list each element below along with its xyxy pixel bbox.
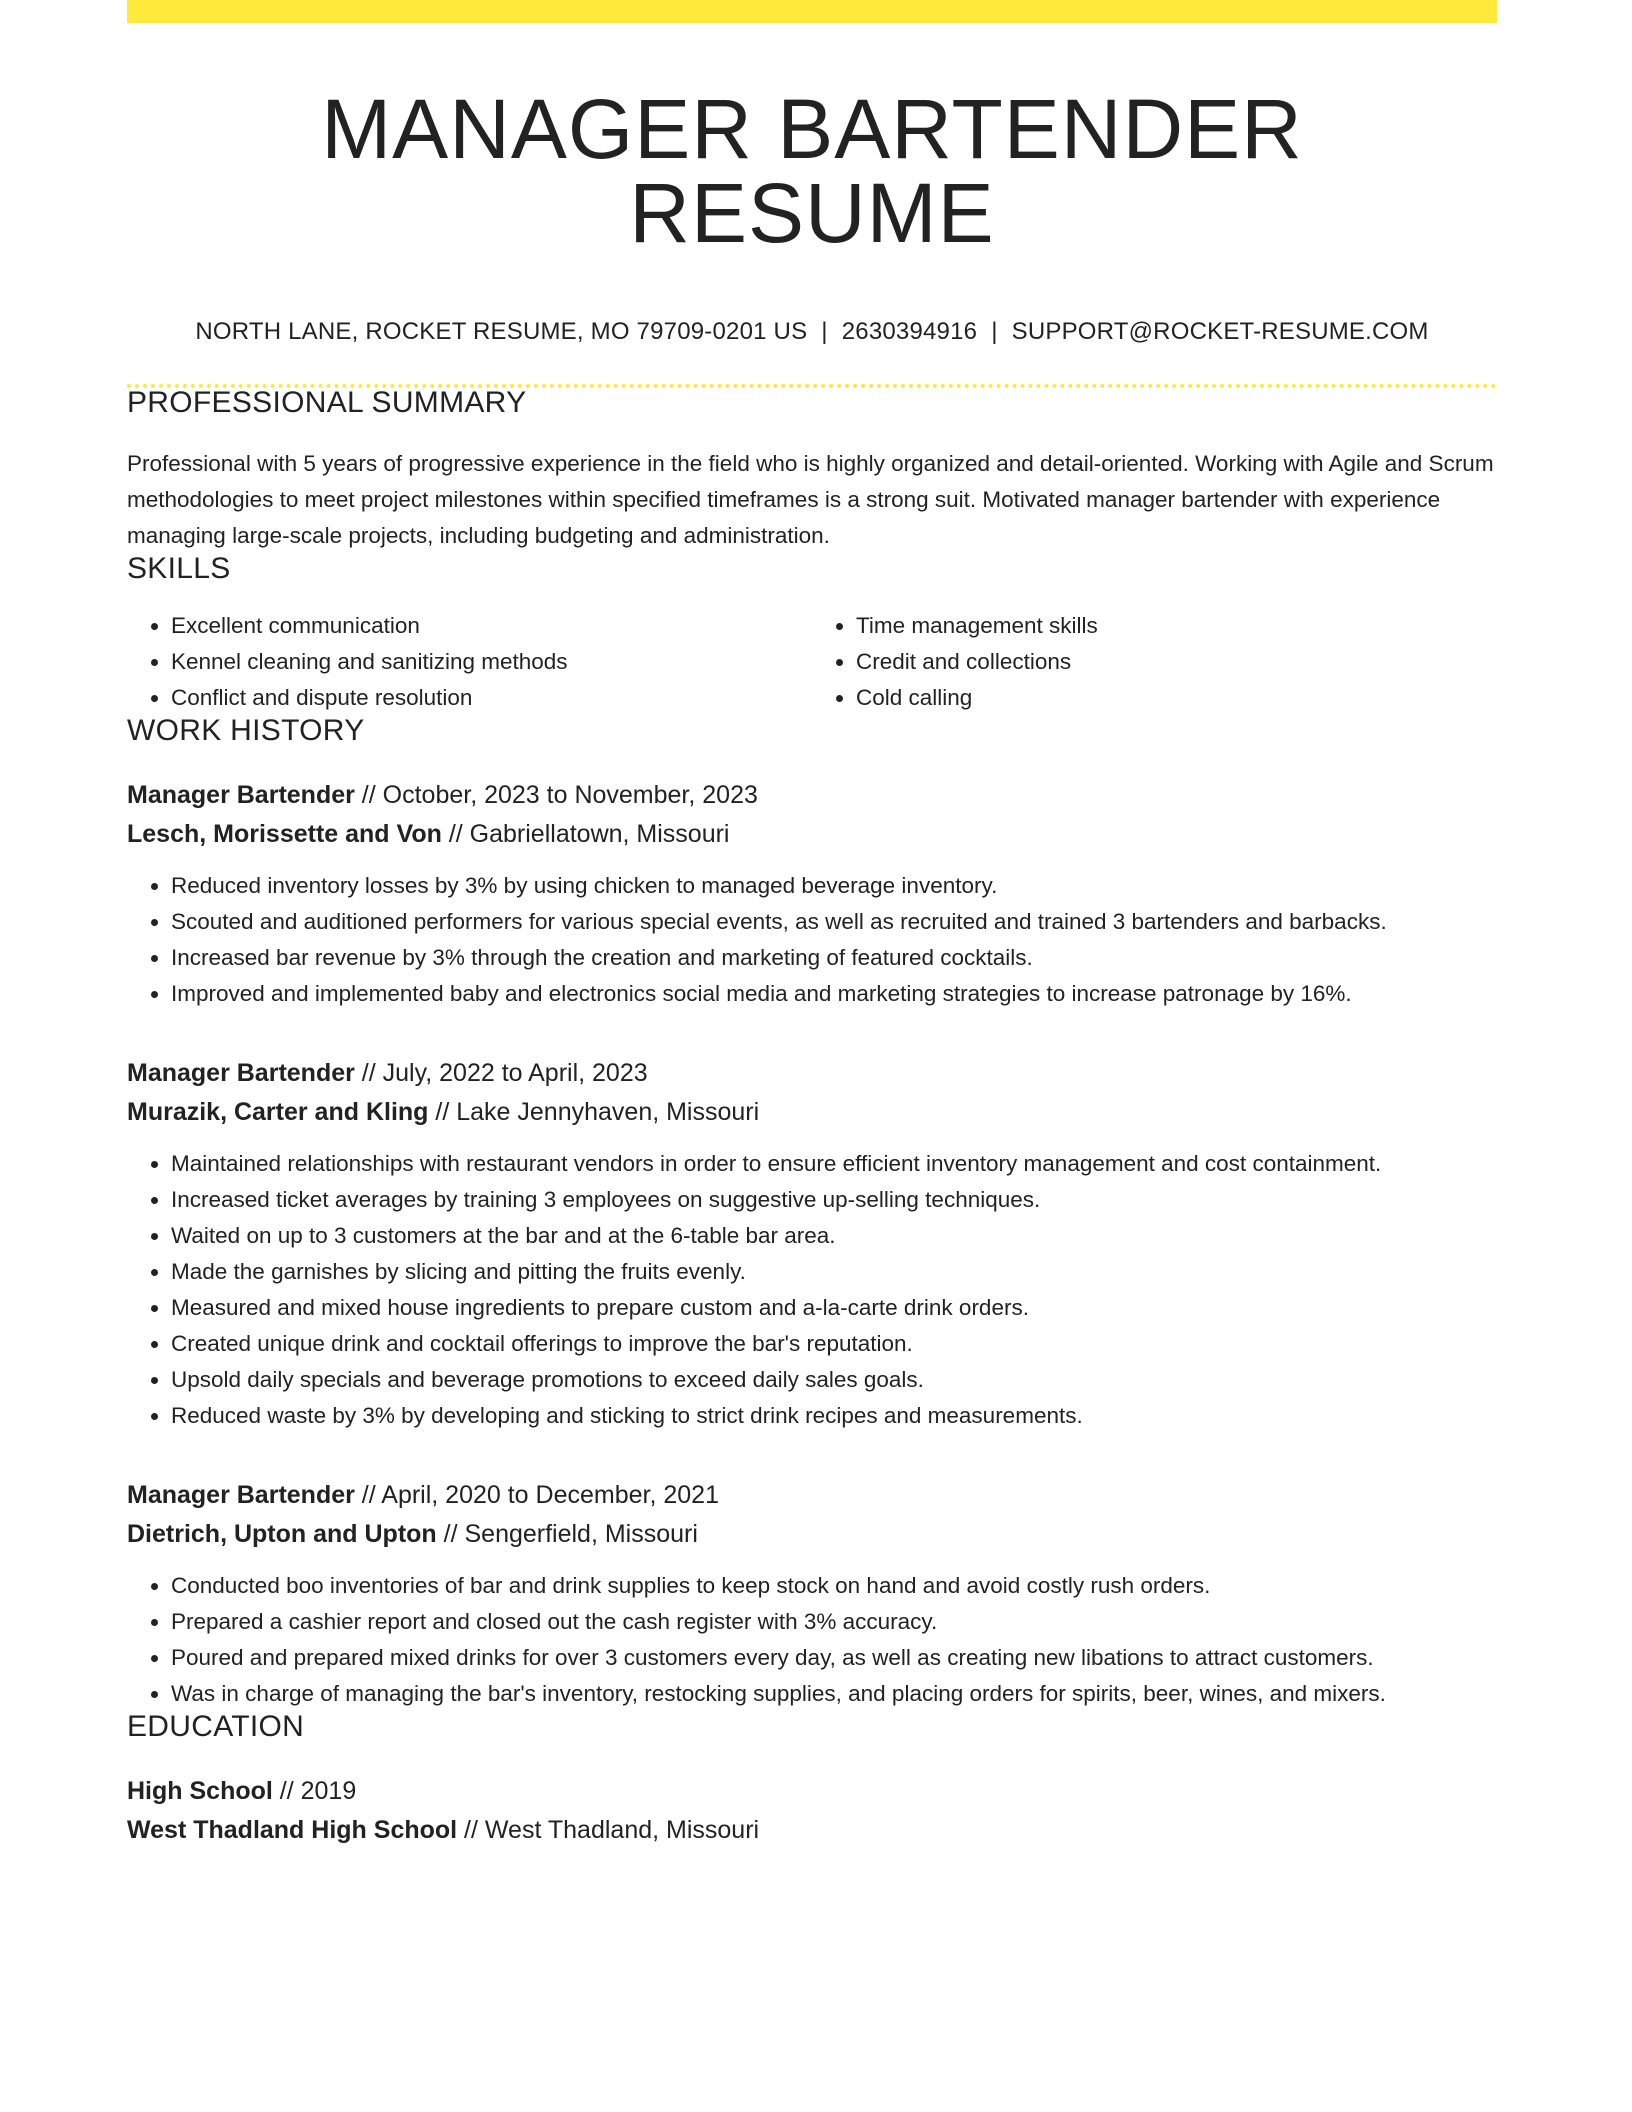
job-title: Manager Bartender	[127, 1059, 355, 1087]
education-location: // West Thadland, Missouri	[457, 1816, 760, 1844]
skills-column-left	[127, 608, 812, 716]
skill-item: • Conflict and dispute resolution	[171, 680, 812, 716]
job-bullet: • Conducted boo inventories of bar and drink supplies to keep stock on hand and avoid costly rush orders.	[171, 1568, 1497, 1604]
job-location: // Gabriellatown, Missouri	[441, 820, 730, 848]
job-title: Manager Bartender	[127, 1481, 355, 1509]
job-title-line	[127, 776, 1497, 815]
education-school-line	[127, 1811, 1497, 1850]
contact-separator: |	[991, 318, 998, 345]
job-title: Manager Bartender	[127, 781, 355, 809]
education-school: West Thadland High School	[127, 1816, 458, 1844]
job-bullet: • Improved and implemented baby and electronics social media and marketing strategies to increase patronage by 16%.	[171, 976, 1497, 1012]
job-dates: // July, 2022 to April, 2023	[354, 1059, 648, 1087]
job-dates: // April, 2020 to December, 2021	[354, 1481, 719, 1509]
job-location: // Sengerfield, Missouri	[436, 1520, 698, 1548]
job-company-line	[127, 815, 1497, 854]
skill-item: • Kennel cleaning and sanitizing methods	[171, 644, 812, 680]
contact-line	[127, 318, 1497, 346]
job-dates: // October, 2023 to November, 2023	[354, 781, 758, 809]
contact-address: NORTH LANE, ROCKET RESUME, MO 79709-0201 US	[195, 318, 808, 345]
work-history-heading: WORK HISTORY	[127, 714, 365, 747]
job-company-line	[127, 1093, 1497, 1132]
job-bullets	[127, 868, 1497, 1012]
job-title-line	[127, 1054, 1497, 1093]
job-bullet: • Increased ticket averages by training 3 employees on suggestive up-selling techniques.	[171, 1182, 1497, 1218]
education-year: // 2019	[272, 1777, 357, 1805]
job-location: // Lake Jennyhaven, Missouri	[428, 1098, 760, 1126]
job-bullet: • Reduced inventory losses by 3% by using chicken to managed beverage inventory.	[171, 868, 1497, 904]
education-degree-line	[127, 1772, 1497, 1811]
job-bullets	[127, 1146, 1497, 1434]
job-bullet: • Prepared a cashier report and closed out the cash register with 3% accuracy.	[171, 1604, 1497, 1640]
job-bullet: • Upsold daily specials and beverage promotions to exceed daily sales goals.	[171, 1362, 1497, 1398]
summary-text: Professional with 5 years of progressive experience in the field who is highly organized and detail-oriented. Working with Agile and Scrum methodologies to meet project milestones within specified timeframes is a strong suit. Motivated manager bartender with experience managing large-scale projects, including budgeting and administration.	[127, 451, 1494, 548]
skills-column-right	[812, 608, 1497, 716]
education-degree: High School	[127, 1777, 273, 1805]
skills-heading: SKILLS	[127, 552, 231, 585]
job-bullet: • Waited on up to 3 customers at the bar and at the 6-table bar area.	[171, 1218, 1497, 1254]
summary-heading: PROFESSIONAL SUMMARY	[127, 386, 527, 419]
job-bullet: • Created unique drink and cocktail offerings to improve the bar's reputation.	[171, 1326, 1497, 1362]
contact-separator: |	[821, 318, 828, 345]
top-accent-bar	[127, 0, 1497, 23]
job-bullet: • Increased bar revenue by 3% through the creation and marketing of featured cocktails.	[171, 940, 1497, 976]
skill-item: • Cold calling	[856, 680, 1497, 716]
education-heading: EDUCATION	[127, 1710, 305, 1743]
job-entry	[127, 1054, 1497, 1434]
job-company-line	[127, 1515, 1497, 1554]
job-bullet: • Reduced waste by 3% by developing and sticking to strict drink recipes and measurements.	[171, 1398, 1497, 1434]
job-company: Murazik, Carter and Kling	[127, 1098, 429, 1126]
job-bullet: • Scouted and auditioned performers for various special events, as well as recruited and trained 3 bartenders and barbacks.	[171, 904, 1497, 940]
job-company: Dietrich, Upton and Upton	[127, 1520, 437, 1548]
job-company: Lesch, Morissette and Von	[127, 820, 442, 848]
resume-title: MANAGER BARTENDER RESUME	[321, 82, 1303, 260]
job-bullet: • Measured and mixed house ingredients to prepare custom and a-la-carte drink orders.	[171, 1290, 1497, 1326]
skill-item: • Time management skills	[856, 608, 1497, 644]
job-title-line	[127, 1476, 1497, 1515]
job-bullet: • Maintained relationships with restaurant vendors in order to ensure efficient inventory management and cost containment.	[171, 1146, 1497, 1182]
resume-page	[127, 0, 1497, 1850]
contact-email[interactable]: SUPPORT@ROCKET-RESUME.COM	[1011, 318, 1429, 345]
skill-item: • Excellent communication	[171, 608, 812, 644]
skills-list	[127, 608, 1497, 716]
job-entry	[127, 1476, 1497, 1712]
job-bullet: • Was in charge of managing the bar's inventory, restocking supplies, and placing orders for spirits, beer, wines, and mixers.	[171, 1676, 1497, 1712]
job-entry	[127, 776, 1497, 1012]
skill-item: • Credit and collections	[856, 644, 1497, 680]
job-bullets	[127, 1568, 1497, 1712]
job-bullet: • Made the garnishes by slicing and pitting the fruits evenly.	[171, 1254, 1497, 1290]
work-history-list	[127, 776, 1497, 1712]
contact-phone[interactable]: 2630394916	[841, 318, 978, 345]
job-bullet: • Poured and prepared mixed drinks for over 3 customers every day, as well as creating new libations to attract customers.	[171, 1640, 1497, 1676]
education-entry	[127, 1772, 1497, 1850]
